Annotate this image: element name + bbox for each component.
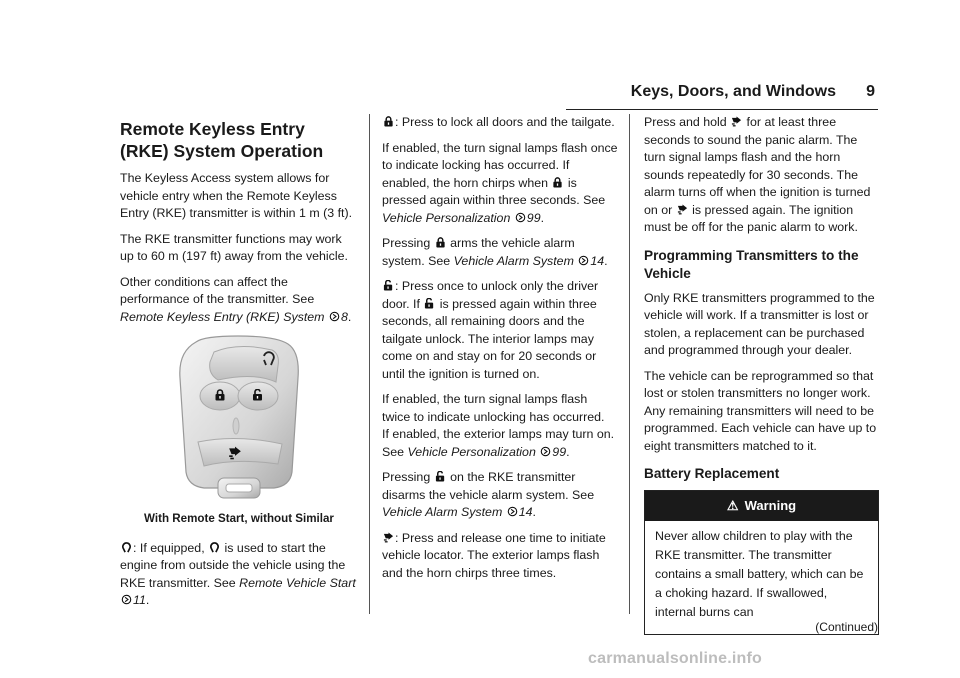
- page-ref[interactable]: 99: [552, 444, 567, 459]
- column-divider: [629, 114, 630, 614]
- paragraph-panic: Press and hold for at least three seconds to sound the panic alarm. The turn signal lamps flash and the horn sounds repeatedly for 30 seconds. The alarm turns off when the ignition is turned on or is pressed again. The ignition must be off for the panic alarm to work.: [644, 115, 871, 234]
- paragraph: Pressing arms the vehicle alarm system. See Vehicle Alarm System 14.: [382, 236, 608, 268]
- key-fob-illustration: [174, 334, 304, 506]
- vehicle-locator-icon: [731, 116, 742, 127]
- lock-icon: [552, 177, 563, 188]
- reference-arrow-icon: [121, 594, 132, 605]
- paragraph: Other conditions can affect the performance of the transmitter. See Remote Keyless Entry (RKE) System 8.: [120, 274, 352, 324]
- cross-reference-link[interactable]: Remote Keyless Entry (RKE) System: [120, 309, 325, 324]
- paragraph: The vehicle can be reprogrammed so that lost or stolen transmitters no longer work. Any remaining transmitters will need to be programmed. Each vehicle can have up to eight transmitters matched to it.: [644, 368, 877, 453]
- unlock-icon: [424, 298, 435, 309]
- page-header: [566, 80, 878, 110]
- lock-icon: [435, 237, 446, 248]
- cross-reference-link[interactable]: Vehicle Alarm System: [382, 505, 503, 519]
- column-divider: [369, 114, 370, 614]
- page-ref[interactable]: 99: [526, 210, 541, 225]
- unlock-icon: [383, 280, 394, 291]
- reference-arrow-icon: [515, 212, 526, 223]
- paragraph-unlock: : Press once to unlock only the driver door. If is pressed again within three seconds, all remaining doors and the tailgate unlock. The interior lamps may come on and stay on for 20 seconds or until the ignition is turned on.: [382, 279, 599, 381]
- warning-box: [644, 490, 879, 635]
- paragraph: If enabled, the turn signal lamps flash twice to indicate unlocking has occurred.: [382, 392, 605, 424]
- page-number: 9: [866, 83, 875, 100]
- watermark: carmanualsonline.info: [588, 650, 763, 667]
- lock-icon: [383, 116, 394, 127]
- column-middle: [382, 114, 618, 590]
- reference-arrow-icon: [507, 506, 518, 517]
- cross-reference-link[interactable]: Vehicle Alarm System: [453, 253, 574, 268]
- vehicle-locator-icon: [383, 532, 394, 543]
- page-ref[interactable]: 14: [590, 253, 605, 268]
- remote-start-icon: [121, 542, 132, 553]
- page-ref[interactable]: 14: [518, 505, 533, 519]
- page-ref[interactable]: 8: [340, 309, 348, 324]
- heading-programming: Programming Transmitters to the Vehicle: [644, 247, 859, 281]
- continued-label: (Continued): [815, 620, 878, 634]
- cross-reference-link[interactable]: Vehicle Personalization: [382, 210, 511, 225]
- paragraph: If enabled, the exterior lamps may turn on. See Vehicle Personalization 99.: [382, 427, 615, 459]
- warning-header: ⚠ Warning: [645, 491, 878, 521]
- column-left: [120, 114, 358, 618]
- paragraph-remote-start: : If equipped, is used to start the engine from outside the vehicle using the RKE transmitter. See Remote Vehicle Start 11.: [120, 540, 356, 607]
- page-ref[interactable]: 11: [133, 593, 146, 607]
- header-rule: [566, 109, 878, 110]
- paragraph-locator: : Press and release one time to initiate vehicle locator. The exterior lamps flash and the horn chirps three times.: [382, 530, 606, 580]
- paragraph: The Keyless Access system allows for vehicle entry when the Remote Keyless Entry (RKE) transmitter is within 1 m (3 ft).: [120, 171, 353, 220]
- section-title: Keys, Doors, and Windows: [630, 83, 836, 100]
- warning-triangle-icon: ⚠: [726, 498, 739, 513]
- heading-rke-operation: Remote Keyless Entry (RKE) System Operation: [120, 119, 324, 161]
- paragraph: The RKE transmitter functions may work up to 60 m (197 ft) away from the vehicle.: [120, 231, 348, 263]
- vehicle-locator-icon: [677, 204, 688, 215]
- paragraph-lock: : Press to lock all doors and the tailgate.: [382, 114, 618, 132]
- column-right: [644, 114, 879, 635]
- paragraph: If enabled, the turn signal lamps flash once to indicate locking has occurred. If enabled, the horn chirps when is pressed again within three seconds. See Vehicle Personalization 99.: [382, 140, 618, 225]
- heading-battery: Battery Replacement: [644, 466, 780, 481]
- reference-arrow-icon: [578, 255, 589, 266]
- paragraph: Only RKE transmitters programmed to the vehicle will work. If a transmitter is lost or stolen, a replacement can be purchased and programmed through your dealer.: [644, 290, 875, 357]
- unlock-icon: [435, 471, 446, 482]
- remote-start-icon: [209, 542, 220, 553]
- reference-arrow-icon: [329, 311, 340, 322]
- warning-text: Never allow children to play with the RKE transmitter. The transmitter contains a small battery, which can be a choking hazard. If swallowed, internal burns can: [655, 529, 864, 619]
- cross-reference-link[interactable]: Remote Vehicle Start: [239, 575, 356, 590]
- cross-reference-link[interactable]: Vehicle Personalization: [407, 444, 536, 459]
- reference-arrow-icon: [540, 446, 551, 457]
- figure-caption: With Remote Start, without Similar: [144, 512, 334, 525]
- paragraph: Pressing on the RKE transmitter disarms the vehicle alarm system. See Vehicle Alarm System 14.: [382, 470, 595, 519]
